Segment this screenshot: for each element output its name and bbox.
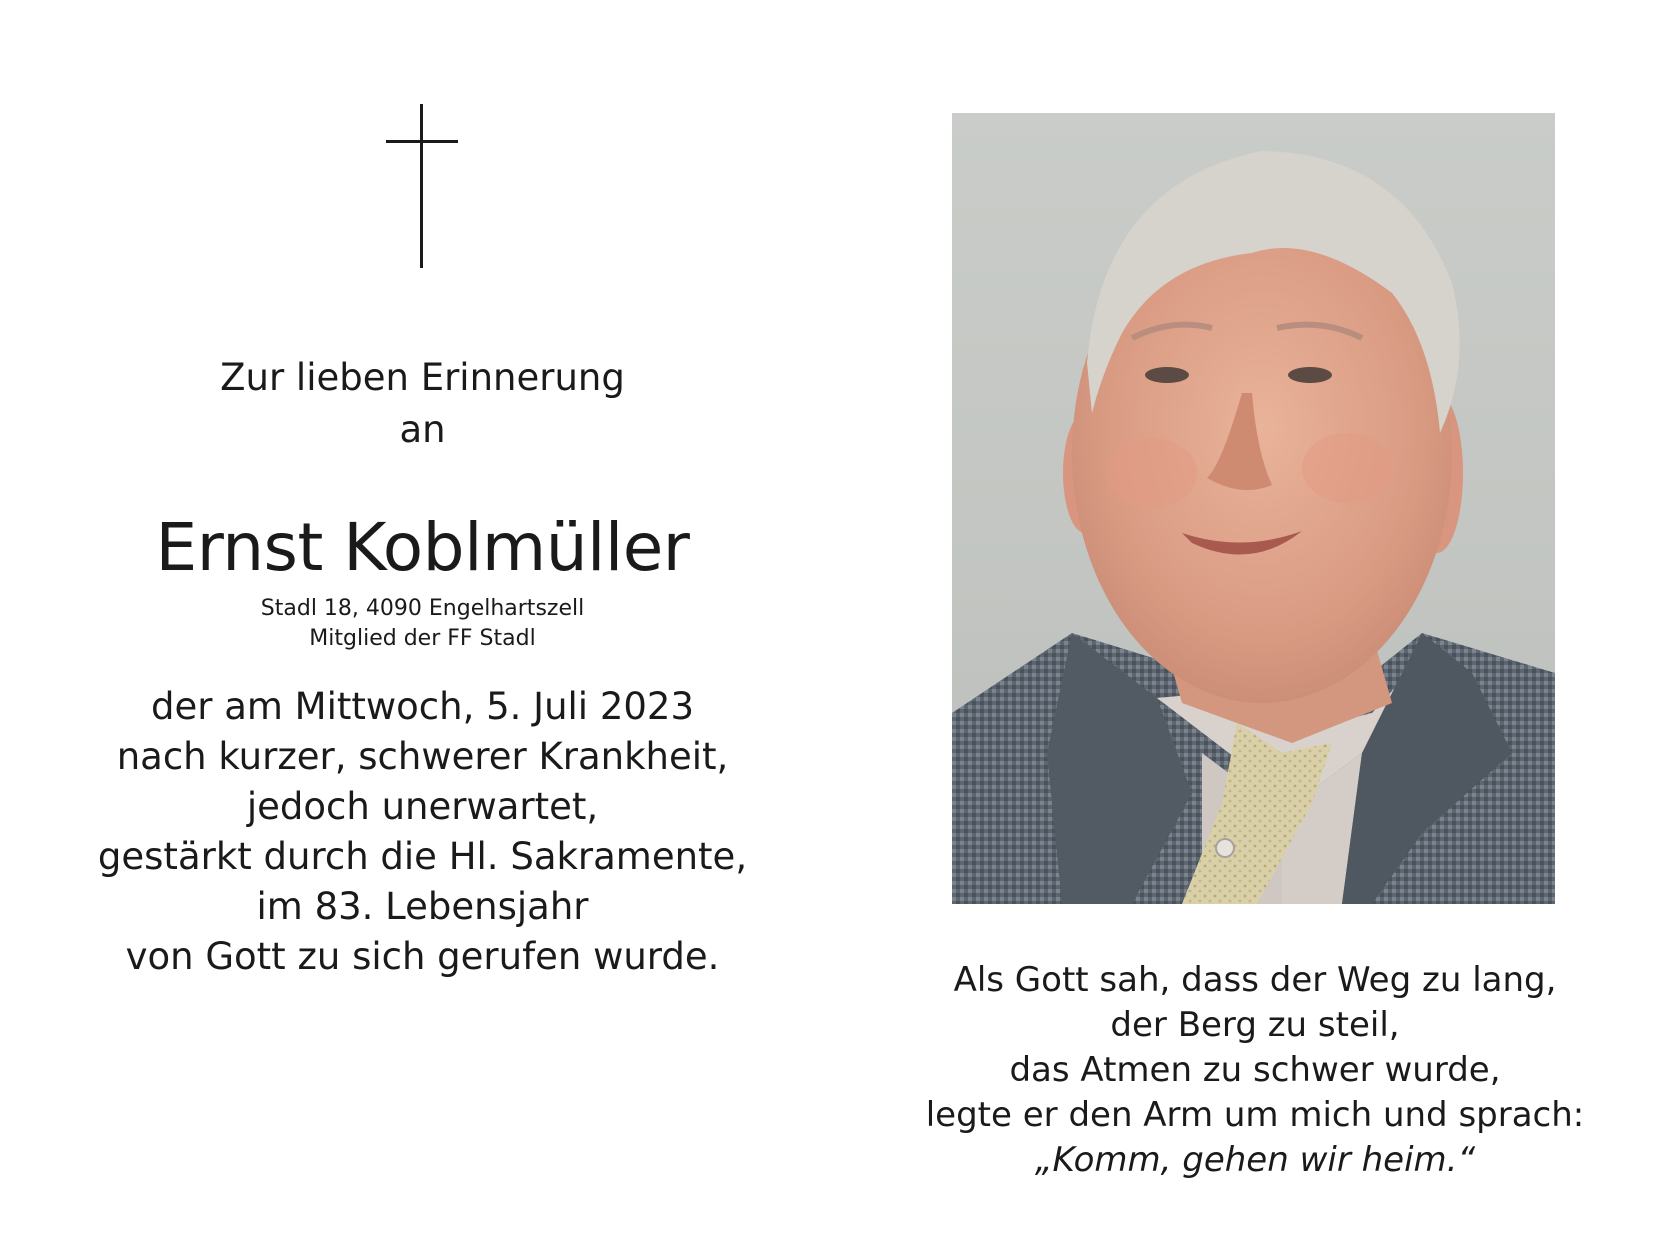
poem-line: Als Gott sah, dass der Weg zu lang,: [953, 960, 1557, 1000]
address: Stadl 18, 4090 Engelhartszell: [260, 596, 585, 621]
deceased-name: Ernst Koblmüller: [155, 509, 690, 586]
body-line: von Gott zu sich gerufen wurde.: [125, 935, 720, 978]
intro-line-1: Zur lieben Erinnerung: [220, 356, 625, 399]
intro-heading: [0, 352, 845, 456]
portrait-photo: [952, 113, 1555, 904]
deceased-details: [0, 594, 845, 654]
poem-line: der Berg zu steil,: [1110, 1005, 1400, 1045]
cross-icon: [386, 104, 458, 268]
poem-quote: „Komm, gehen wir heim.“: [1034, 1140, 1476, 1180]
death-notice-text: [0, 682, 845, 982]
cross-horizontal-bar: [386, 140, 458, 143]
cross-vertical-bar: [420, 104, 423, 268]
intro-line-2: an: [399, 408, 446, 451]
membership: Mitglied der FF Stadl: [309, 626, 536, 651]
memorial-poem: [860, 958, 1650, 1183]
body-line: nach kurzer, schwerer Krankheit,: [116, 735, 729, 778]
portrait-illustration: [952, 113, 1555, 904]
body-line: der am Mittwoch, 5. Juli 2023: [150, 685, 695, 728]
poem-line: das Atmen zu schwer wurde,: [1009, 1050, 1501, 1090]
body-line: im 83. Lebensjahr: [256, 885, 589, 928]
body-line: gestärkt durch die Hl. Sakramente,: [97, 835, 748, 878]
body-line: jedoch unerwartet,: [246, 785, 599, 828]
poem-line: legte er den Arm um mich und sprach:: [925, 1095, 1585, 1135]
